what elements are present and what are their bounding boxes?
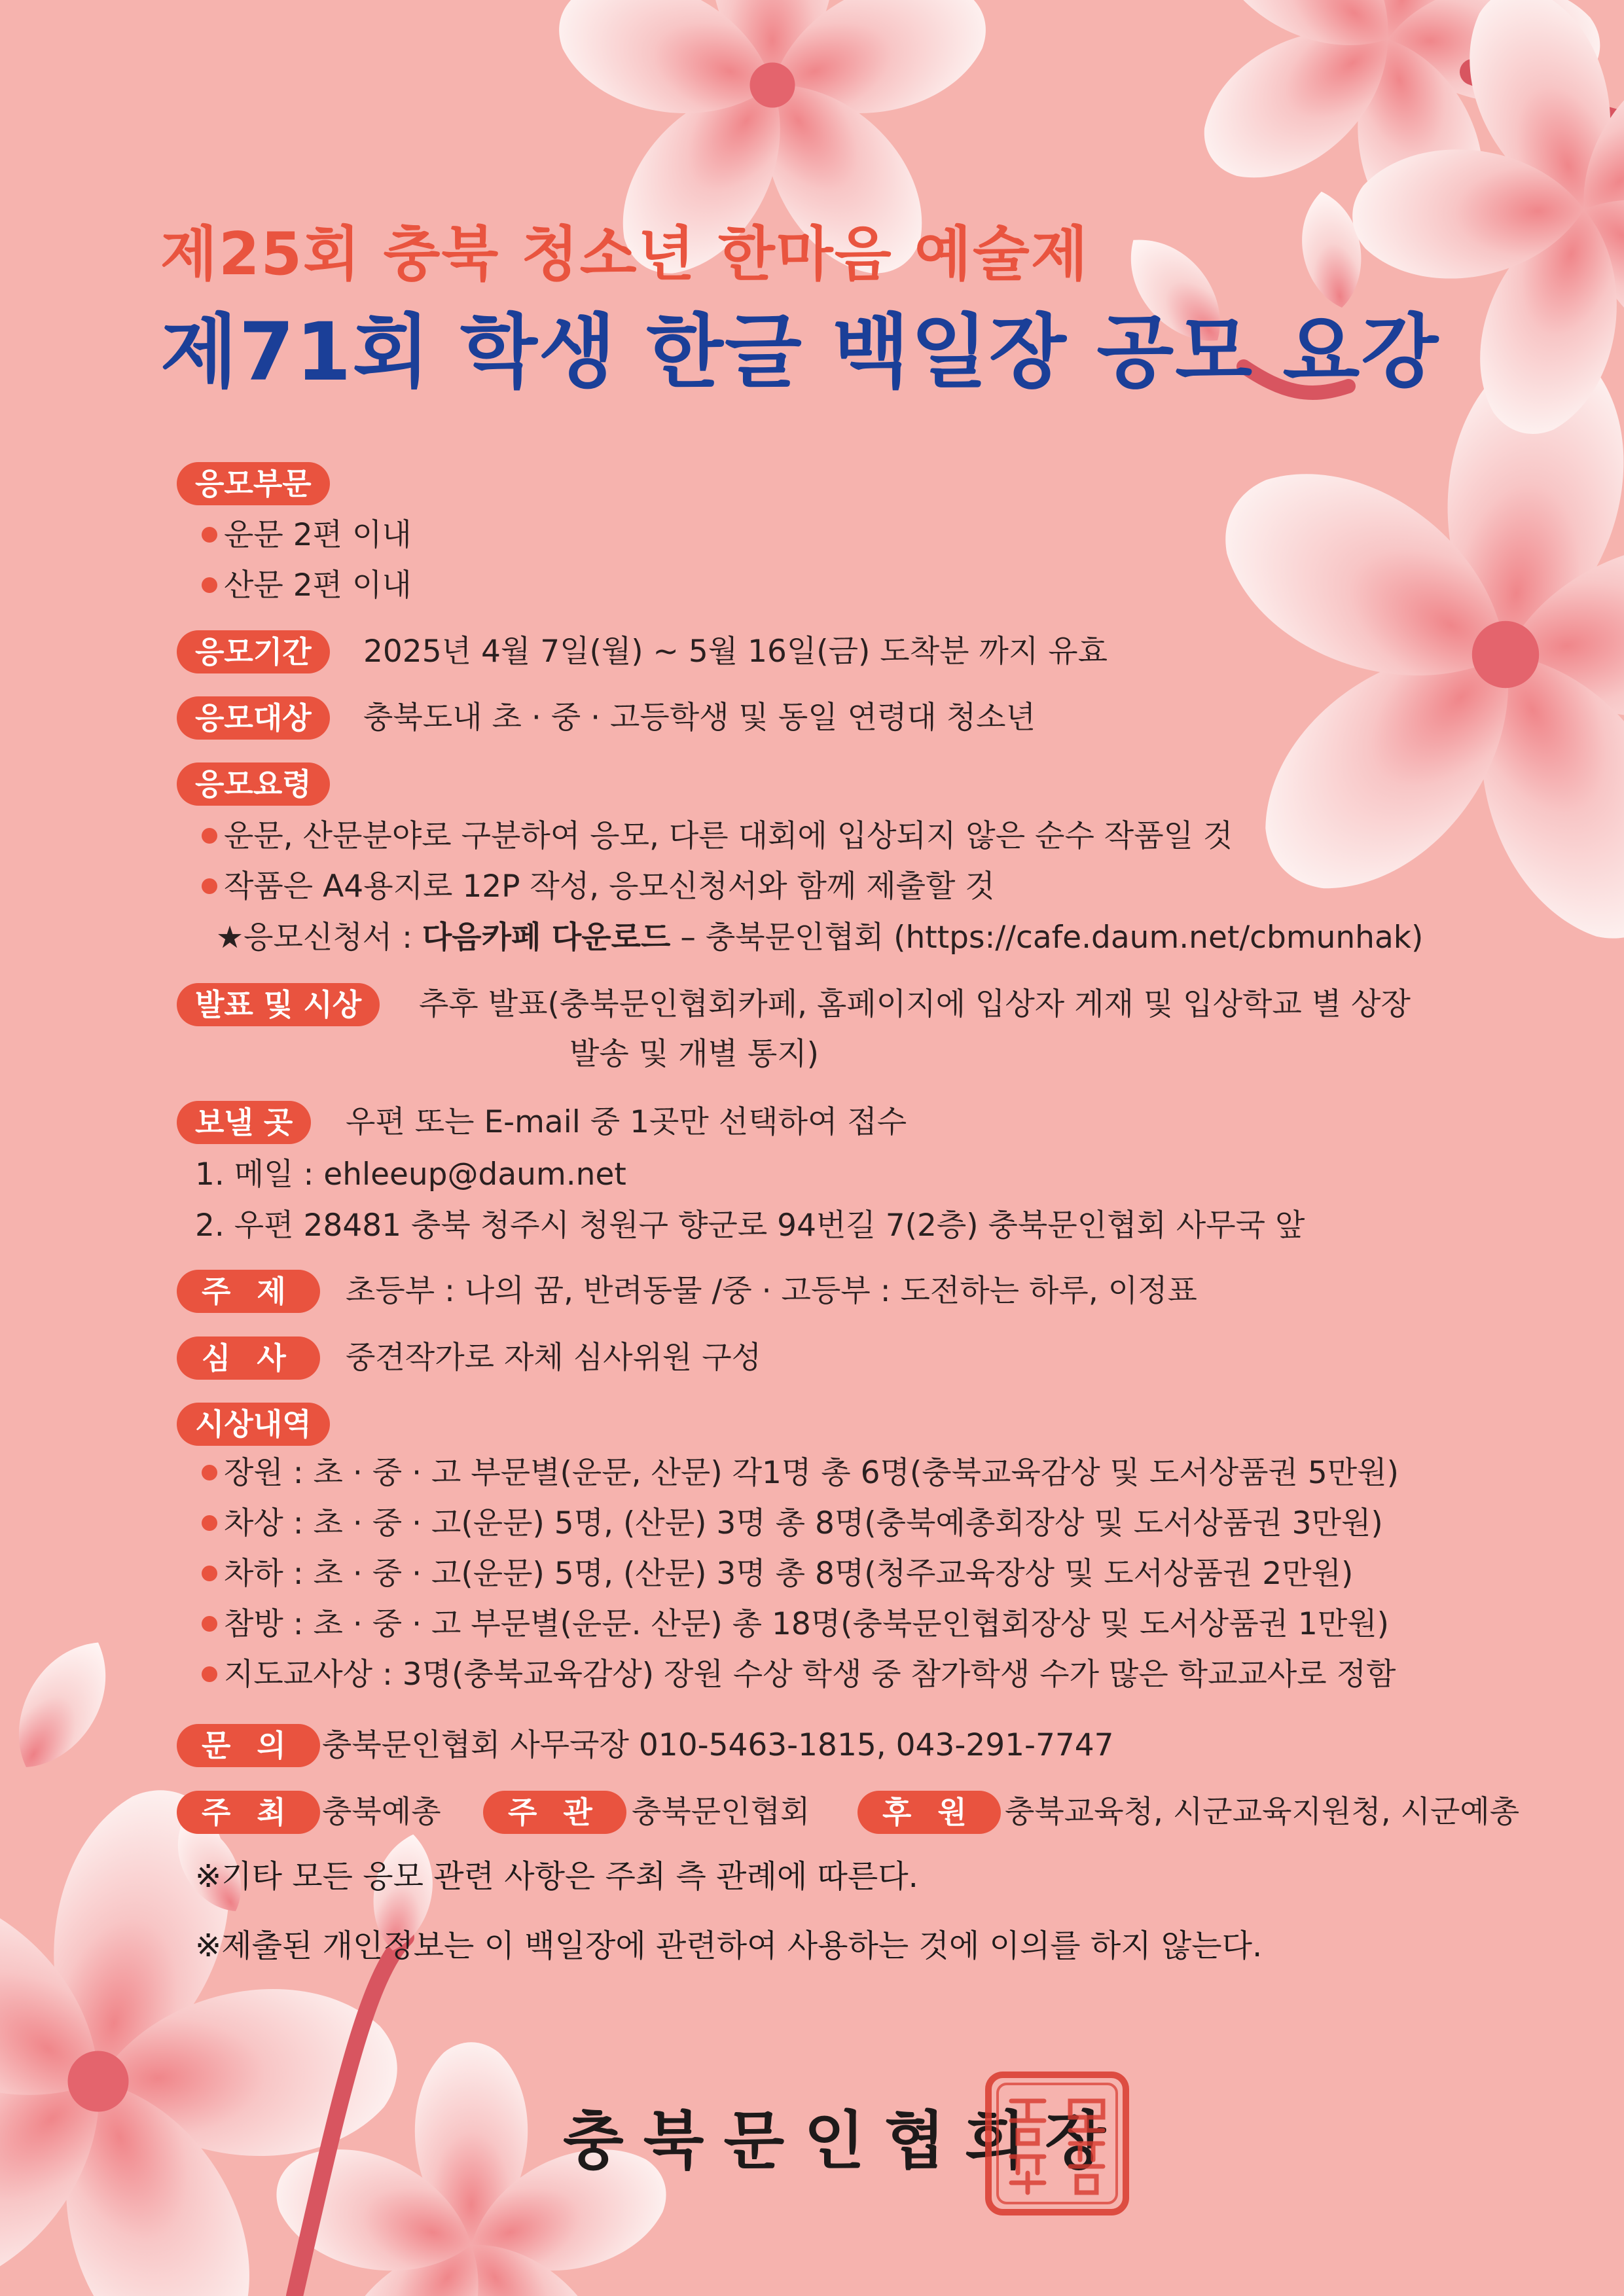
guideline-item: 운문, 산문분야로 구분하여 응모, 다른 대회에 입상되지 않은 순수 작품일 것 — [202, 815, 1233, 858]
bullet-dot-icon — [202, 1616, 217, 1632]
official-seal-icon — [982, 2068, 1132, 2219]
bullet-dot-icon — [202, 1515, 217, 1531]
period-label: 응모기간 — [177, 630, 330, 673]
category-item: 산문 2편 이내 — [202, 564, 412, 607]
bullet-dot-icon — [202, 878, 217, 894]
note-privacy: ※제출된 개인정보는 이 백일장에 관련하여 사용하는 것에 이의를 하지 않는다. — [195, 1928, 1263, 1964]
target-label: 응모대상 — [177, 696, 330, 740]
award-item: 장원 : 초 · 중 · 고 부문별(운문, 산문) 각1명 총 6명(충북교육감상 및 도서상품권 5만원) — [202, 1452, 1399, 1495]
daum-cafe-download: 다음카페 다운로드 — [422, 920, 671, 956]
bullet-dot-icon — [202, 1465, 217, 1480]
award-item: 차상 : 초 · 중 · 고(운문) 5명, (산문) 3명 총 8명(충북예총회장상 및 도서상품권 3만원) — [202, 1502, 1383, 1545]
bullet-dot-icon — [202, 527, 217, 543]
note-rules: ※기타 모든 응모 관련 사항은 주최 측 관례에 따른다. — [195, 1858, 918, 1895]
application-form-note: ★응모신청서 : 다음카페 다운로드 – 충북문인협회 (https://cafe.daum.net/cbmunhak) — [216, 920, 1424, 956]
manage-text: 충북문인협회 — [632, 1794, 810, 1830]
bullet-dot-icon — [202, 828, 217, 844]
target-text: 충북도내 초 · 중 · 고등학생 및 동일 연령대 청소년 — [363, 700, 1036, 736]
announcement-text-1: 추후 발표(충북문인협회카페, 홈페이지에 입상자 게재 및 입상학교 별 상장 — [419, 986, 1411, 1022]
bullet-dot-icon — [202, 1666, 217, 1682]
manage-label: 주관 — [483, 1791, 626, 1834]
guidelines-label: 응모요령 — [177, 762, 330, 806]
host-text: 충북예총 — [322, 1794, 441, 1830]
send-email: 1. 메일 : ehleeup@daum.net — [195, 1157, 626, 1193]
category-item: 운문 2편 이내 — [202, 514, 412, 557]
guideline-item: 작품은 A4용지로 12P 작성, 응모신청서와 함께 제출할 것 — [202, 865, 995, 908]
bullet-dot-icon — [202, 577, 217, 593]
contest-title: 제71회 학생 한글 백일장 공모 요강 — [160, 306, 1440, 399]
award-item: 지도교사상 : 3명(충북교육감상) 장원 수상 학생 중 참가학생 수가 많은 학교교사로 정함 — [202, 1653, 1396, 1696]
announcement-label: 발표 및 시상 — [177, 983, 380, 1026]
host-label: 주최 — [177, 1791, 320, 1834]
sponsor-text: 충북교육청, 시군교육지원청, 시군예총 — [1005, 1794, 1520, 1830]
sponsor-label: 후원 — [857, 1791, 1001, 1834]
send-post: 2. 우편 28481 충북 청주시 청원구 향군로 94번길 7(2층) 충북문인협회 사무국 앞 — [195, 1208, 1305, 1244]
award-item: 참방 : 초 · 중 · 고 부문별(운문. 산문) 총 18명(충북문인협회장상 및 도서상품권 1만원) — [202, 1603, 1389, 1646]
period-text: 2025년 4월 7일(월) ~ 5월 16일(금) 도착분 까지 유효 — [363, 634, 1108, 670]
bullet-dot-icon — [202, 1566, 217, 1581]
theme-label: 주제 — [177, 1270, 320, 1313]
judging-label: 심사 — [177, 1336, 320, 1380]
festival-title: 제25회 충북 청소년 한마음 예술제 — [160, 220, 1089, 289]
award-item: 차하 : 초 · 중 · 고(운문) 5명, (산문) 3명 총 8명(청주교육장상 및 도서상품권 2만원) — [202, 1552, 1353, 1596]
send-label: 보낼 곳 — [177, 1101, 311, 1144]
category-label: 응모부문 — [177, 462, 330, 505]
send-text: 우편 또는 E-mail 중 1곳만 선택하여 접수 — [346, 1104, 907, 1140]
awards-label: 시상내역 — [177, 1403, 330, 1446]
inquiry-text: 충북문인협회 사무국장 010-5463-1815, 043-291-7747 — [322, 1727, 1114, 1763]
announcement-text-2: 발송 및 개별 통지) — [569, 1036, 819, 1072]
judging-text: 중견작가로 자체 심사위원 구성 — [346, 1340, 762, 1376]
theme-text: 초등부 : 나의 꿈, 반려동물 /중 · 고등부 : 도전하는 하루, 이정표 — [346, 1273, 1197, 1309]
inquiry-label: 문의 — [177, 1724, 320, 1767]
association-president: 충북문인협회장 — [563, 2104, 1126, 2178]
